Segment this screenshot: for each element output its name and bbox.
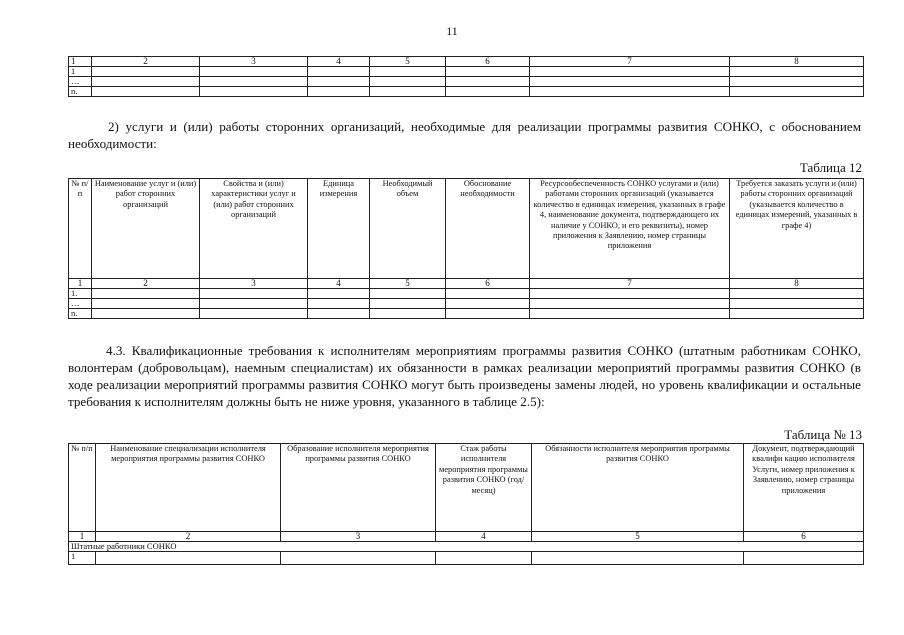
table-row [69, 67, 864, 77]
column-header: Требуется заказать услуги и (или) работы сторонних организаций (указывается количество в единицах измерений, указанных в графе 4) [730, 179, 864, 279]
column-number-row [69, 57, 864, 67]
paragraph-services: 2) услуги и (или) работы сторонних организаций, необходимые для реализации программы развития СОНКО, с обоснованием необходимости: [68, 119, 861, 151]
column-number: 3 [281, 532, 436, 542]
column-number: 1 [69, 57, 92, 67]
table-header-row [69, 444, 864, 532]
column-number: 2 [96, 532, 281, 542]
row-label: 1 [69, 552, 96, 565]
column-header: № п/п [69, 179, 92, 279]
column-number: 8 [730, 279, 864, 289]
column-number: 1 [69, 279, 92, 289]
table-13 [68, 443, 864, 565]
column-number-row [69, 279, 864, 289]
table-row [69, 309, 864, 319]
column-number: 6 [446, 57, 530, 67]
column-number: 6 [446, 279, 530, 289]
column-header: Обоснование необходимости [446, 179, 530, 279]
column-header: Стаж работы исполнителя мероприятия программы развития СОНКО (год/месяц) [436, 444, 532, 532]
column-number: 3 [200, 279, 308, 289]
table-11-continuation [68, 56, 864, 97]
page-number: 11 [446, 24, 458, 38]
column-number: 1 [69, 532, 96, 542]
column-number: 3 [200, 57, 308, 67]
column-header: Документ, подтверждающий квалифи кацию исполнителя Услуги, номер приложения к Заявлению, номер страницы приложения [744, 444, 864, 532]
column-header: № п/п [69, 444, 96, 532]
column-header: Наименование услуг и (или) работ сторонних организаций [92, 179, 200, 279]
section-label: Штатные работники СОНКО [69, 542, 864, 552]
paragraph-qualification: 4.3. Квалификационные требования к исполнителям мероприятиям программы развития СОНКО (штатным работникам СОНКО, волонтерам (добровольцам), наемным специалистам) их обязанности в рамках реализации мероприятий программы развития СОНКО (в ходе реализации мероприятий программы развития СОНКО могут быть произведены замены людей, но уровень квалификации и остальные требования к исполнителям должны быть не ниже уровня, указанного в таблице 2.5): [68, 343, 861, 409]
column-header: Обязанности исполнителя мероприятия программы развития СОНКО [532, 444, 744, 532]
column-number: 5 [532, 532, 744, 542]
column-header: Образование исполнителя мероприятия программы развития СОНКО [281, 444, 436, 532]
column-header: Ресурсообеспеченность СОНКО услугами и (или) работами сторонних организаций (указывается количество в единицах измерения, указанных в графе 4, наименование документа, подтверждающего их наличие у СОНКО, и его реквизиты), номер приложения к Заявлению, номер страницы приложения [530, 179, 730, 279]
column-number: 7 [530, 57, 730, 67]
table-13-caption: Таблица № 13 [784, 427, 862, 442]
column-number: 4 [436, 532, 532, 542]
table-row [69, 289, 864, 299]
column-number: 6 [744, 532, 864, 542]
column-number-row [69, 532, 864, 542]
column-header: Свойства и (или) характеристики услуг и (или) работ сторонних организаций [200, 179, 308, 279]
table-row [69, 552, 864, 565]
column-header: Единица измерения [308, 179, 370, 279]
row-label: 1. [69, 289, 92, 299]
table-12 [68, 178, 864, 319]
row-label: 1 [69, 67, 92, 77]
column-number: 7 [530, 279, 730, 289]
table-row [69, 77, 864, 87]
column-header: Наименование специализации исполнителя мероприятия программы развития СОНКО [96, 444, 281, 532]
column-number: 8 [730, 57, 864, 67]
column-number: 2 [92, 279, 200, 289]
column-number: 5 [370, 57, 446, 67]
row-label: … [69, 77, 92, 87]
column-number: 2 [92, 57, 200, 67]
section-row [69, 542, 864, 552]
table-row [69, 87, 864, 97]
table-header-row [69, 179, 864, 279]
column-number: 5 [370, 279, 446, 289]
column-number: 4 [308, 279, 370, 289]
column-number: 4 [308, 57, 370, 67]
column-header: Необходимый объем [370, 179, 446, 279]
table-row [69, 299, 864, 309]
row-label: n. [69, 87, 92, 97]
row-label: … [69, 299, 92, 309]
row-label: n. [69, 309, 92, 319]
table-12-caption: Таблица 12 [799, 160, 862, 175]
